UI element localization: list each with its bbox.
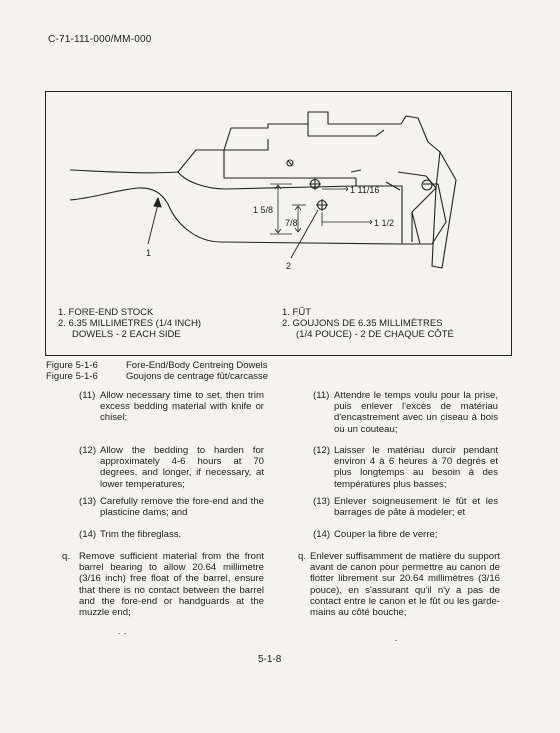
dim-label-inner: 7/8 [285,218,298,228]
legend-french [282,307,454,340]
legend-fr-line: 1. FÛT [282,307,312,318]
dim-label-top: 1 11/16 [350,185,380,195]
step-number-en: (14) [79,529,97,540]
document-id: C-71-111-000/MM-000 [48,34,152,45]
callout-1: 1 [146,248,152,258]
step-number-en: (11) [79,390,96,401]
legend-english [58,307,201,340]
callout-2: 2 [286,261,292,271]
caption-text: Goujons de centrage fût/carcasse [126,371,269,382]
step-text-fr: Attendre le temps voulu pour la prise, puis enlever l'excès de matériau d'encastrement avec un ciseau à bois ou un couteau; [334,390,498,435]
step-text-en: Carefully remove the fore-end and the plasticine dams; and [100,496,264,519]
legend-en-line: DOWELS - 2 EACH SIDE [72,329,181,340]
step-number-en: (13) [79,496,97,507]
step-number-fr: q. [298,551,307,562]
legend-en-line: 2. 6.35 MILLIMETRES (1/4 INCH) [58,318,202,329]
step-number-fr: (13) [313,496,331,507]
caption-text: Fore-End/Body Centreing Dowels [126,360,268,371]
step-text-en: Allow the bedding to harden for approximately 4-6 hours at 70 degrees, and longer, if necessary, at lower temperatures; [100,445,264,490]
step-text-fr: Laisser le matériau durcir pendant environ 4 à 6 heures à 70 degrés et plus longtemps au besoin à des températures plus basses; [334,445,498,490]
step-number-en: q. [62,551,71,562]
caption-number: Figure 5-1-6 [46,371,98,382]
caption-english [46,360,268,371]
step-text-en: Trim the fibreglass. [100,529,182,540]
scan-speck [395,640,397,641]
dim-label-vertical: 1 5/8 [253,205,274,215]
scan-speck [124,633,126,634]
page-number: 5-1-8 [258,654,282,665]
step-number-fr: (11) [313,390,330,401]
step-number-fr: (12) [313,445,331,456]
step-text-fr: Enlever soigneusement le fût et les barrages de pâte à modeler; et [334,496,498,519]
step-text-fr: Enlever suffisamment de matière du support avant de canon pour permettre au canon de flotter librement sur 20.64 millimètres (3/16 pouce), en s'assurant qu'il n'y a pas de contact entre le canon et le fût ou les garde-mains au côté bouche; [310,551,500,619]
step-text-en: Remove sufficient material from the front barrel bearing to allow 20.64 millimetre (3/16 inch) free float of the barrel, ensure that there is no contact between the barrel and the fore-end or handguards at the muzzle end; [79,551,264,619]
dim-label-right: 1 1/2 [374,218,395,228]
legend-fr-line: (1/4 POUCE) - 2 DE CHAQUE CÔTÉ [296,329,454,340]
scan-speck [118,633,120,634]
caption-french [46,371,268,382]
legend-fr-line: 2. GOUJONS DE 6.35 MILLIMÈTRES [282,318,443,329]
legend-en-line: 1. FORE-END STOCK [58,307,154,318]
step-number-en: (12) [79,445,97,456]
step-text-fr: Couper la fibre de verre; [334,529,438,540]
figure-captions [46,360,268,382]
step-text-en: Allow necessary time to set, then trim excess bedding material with knife or chisel; [100,390,264,424]
step-number-fr: (14) [313,529,331,540]
caption-number: Figure 5-1-6 [46,360,98,371]
rifle-fore-end-drawing [46,92,511,282]
